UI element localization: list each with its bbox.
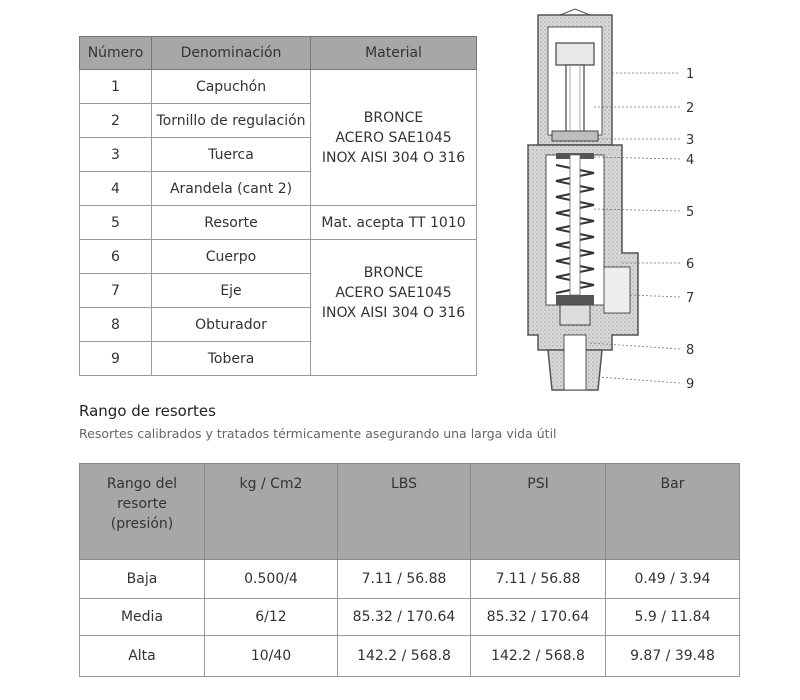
part-number: 8 [80,308,152,342]
part-number: 6 [80,240,152,274]
table-row [80,599,740,636]
part-number: 9 [80,342,152,376]
material-cell-group-a [311,70,477,206]
header-lbs: LBS [338,464,471,560]
range-lbs: 85.32 / 170.64 [338,599,471,636]
parts-header-row [80,37,477,70]
range-psi: 142.2 / 568.8 [471,636,606,677]
diagram-label-6: 6 [686,257,695,272]
valve-body [528,9,638,390]
table-row [80,240,477,274]
part-number: 4 [80,172,152,206]
part-name: Capuchón [152,70,311,104]
part-name: Eje [152,274,311,308]
diagram-label-2: 2 [686,101,695,116]
range-kg: 10/40 [205,636,338,677]
part-number: 5 [80,206,152,240]
part-labels [686,67,694,392]
part-number: 1 [80,70,152,104]
material-cell-spring: Mat. acepta TT 1010 [311,206,477,240]
range-bar: 0.49 / 3.94 [606,560,740,599]
header-rango-text: Rango del resorte (presión) [106,476,178,532]
diagram-label-4: 4 [686,153,695,168]
part-name: Arandela (cant 2) [152,172,311,206]
material-line: BRONCE [363,265,424,281]
range-bar: 5.9 / 11.84 [606,599,740,636]
part-name: Tobera [152,342,311,376]
range-header-row [80,464,740,560]
part-name: Tornillo de regulación [152,104,311,138]
range-level: Alta [80,636,205,677]
part-name: Cuerpo [152,240,311,274]
section-title: Rango de resortes [79,402,216,420]
range-kg: 0.500/4 [205,560,338,599]
diagram-label-5: 5 [686,205,695,220]
header-rango [80,464,205,560]
range-lbs: 142.2 / 568.8 [338,636,471,677]
diagram-label-1: 1 [686,67,695,82]
part-number: 2 [80,104,152,138]
table-row [80,560,740,599]
range-kg: 6/12 [205,599,338,636]
header-denominacion: Denominación [152,37,311,70]
material-line: ACERO SAE1045 [335,285,452,301]
part-name: Resorte [152,206,311,240]
material-line: BRONCE [363,109,424,126]
material-line: INOX AISI 304 O 316 [321,305,466,321]
valve-cross-section-diagram [500,5,720,395]
table-row [80,206,477,240]
material-line: ACERO SAE1045 [335,129,452,146]
table-row [80,70,477,104]
parts-table [79,36,477,376]
material-cell-group-b [311,240,477,376]
header-numero: Número [80,37,152,70]
range-lbs: 7.11 / 56.88 [338,560,471,599]
diagram-label-3: 3 [686,133,695,148]
part-number: 3 [80,138,152,172]
diagram-label-8: 8 [686,343,695,358]
range-bar: 9.87 / 39.48 [606,636,740,677]
part-name: Tuerca [152,138,311,172]
range-level: Baja [80,560,205,599]
spring-range-table [79,463,740,677]
part-number: 7 [80,274,152,308]
range-psi: 7.11 / 56.88 [471,560,606,599]
header-kg: kg / Cm2 [205,464,338,560]
header-bar: Bar [606,464,740,560]
diagram-label-9: 9 [686,377,695,392]
header-psi: PSI [471,464,606,560]
header-material: Material [311,37,477,70]
range-psi: 85.32 / 170.64 [471,599,606,636]
diagram-label-7: 7 [686,291,695,306]
material-line: INOX AISI 304 O 316 [321,149,466,166]
range-level: Media [80,599,205,636]
section-subtitle: Resortes calibrados y tratados térmicamente asegurando una larga vida útil [79,426,557,441]
part-name: Obturador [152,308,311,342]
table-row [80,636,740,677]
